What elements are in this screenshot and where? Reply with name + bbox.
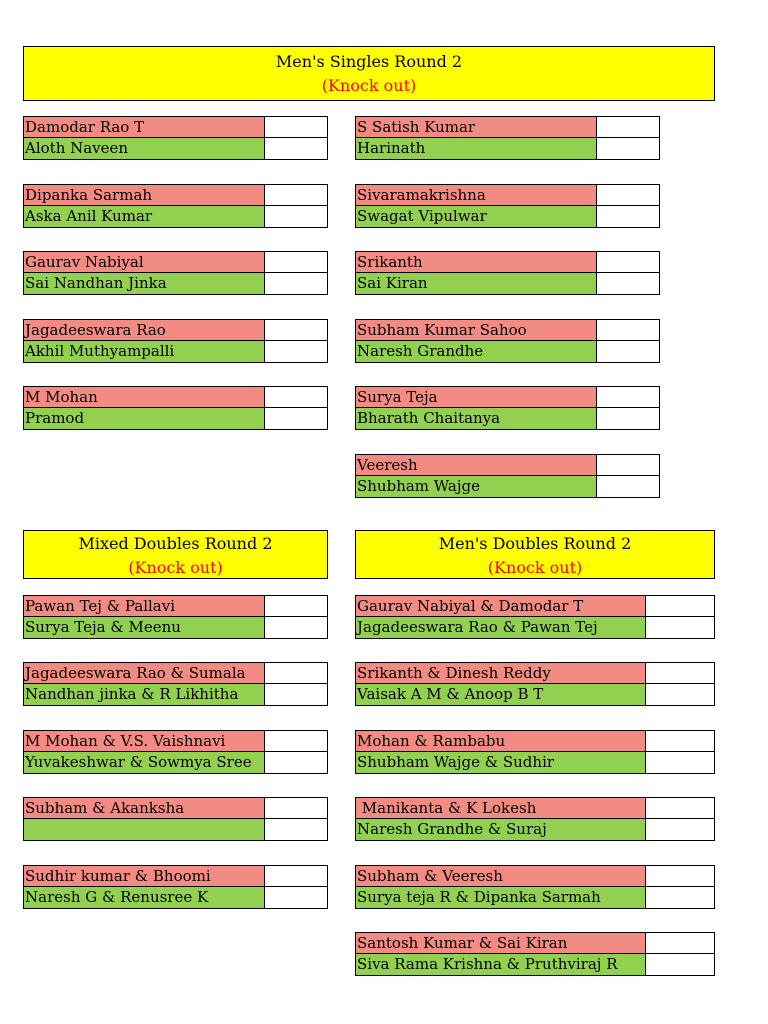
score-cell[interactable]	[265, 684, 328, 706]
score-cell[interactable]	[597, 206, 660, 228]
match-xd-1	[23, 595, 328, 639]
match-md-3	[355, 730, 715, 774]
score-cell[interactable]	[265, 138, 328, 160]
match-xd-3	[23, 730, 328, 774]
player-name: Srikanth	[355, 251, 597, 273]
pair-name: Shubham Wajge & Sudhir	[355, 752, 646, 774]
pair-name: Naresh Grandhe & Suraj	[355, 819, 646, 841]
score-cell[interactable]	[646, 662, 715, 684]
match-xd-5	[23, 865, 328, 909]
score-cell[interactable]	[646, 730, 715, 752]
score-cell[interactable]	[265, 819, 328, 841]
pair-name: Yuvakeshwar & Sowmya Sree	[23, 752, 265, 774]
score-cell[interactable]	[646, 932, 715, 954]
score-cell[interactable]	[265, 273, 328, 295]
score-cell[interactable]	[265, 797, 328, 819]
match-ms-right-2	[355, 184, 660, 228]
pair-name: Surya Teja & Meenu	[23, 617, 265, 639]
score-cell[interactable]	[646, 752, 715, 774]
match-xd-2	[23, 662, 328, 706]
pair-name: Pawan Tej & Pallavi	[23, 595, 265, 617]
score-cell[interactable]	[265, 887, 328, 909]
mixed-doubles-header	[23, 530, 328, 579]
score-cell[interactable]	[646, 595, 715, 617]
player-name: Jagadeeswara Rao	[23, 319, 265, 341]
score-cell[interactable]	[597, 251, 660, 273]
pair-name: Siva Rama Krishna & Pruthviraj R	[355, 954, 646, 976]
player-name: Gaurav Nabiyal	[23, 251, 265, 273]
match-ms-left-5	[23, 386, 328, 430]
pair-name: Naresh G & Renusree K	[23, 887, 265, 909]
score-cell[interactable]	[265, 752, 328, 774]
player-name: Veeresh	[355, 454, 597, 476]
match-ms-right-1	[355, 116, 660, 160]
match-ms-right-6	[355, 454, 660, 498]
score-cell[interactable]	[597, 408, 660, 430]
score-cell[interactable]	[265, 408, 328, 430]
player-name: Bharath Chaitanya	[355, 408, 597, 430]
player-name: Damodar Rao T	[23, 116, 265, 138]
player-name: Sivaramakrishna	[355, 184, 597, 206]
pair-name: Santosh Kumar & Sai Kiran	[355, 932, 646, 954]
match-md-2	[355, 662, 715, 706]
score-cell[interactable]	[597, 138, 660, 160]
score-cell[interactable]	[597, 116, 660, 138]
match-ms-left-1	[23, 116, 328, 160]
score-cell[interactable]	[646, 954, 715, 976]
score-cell[interactable]	[265, 386, 328, 408]
score-cell[interactable]	[646, 617, 715, 639]
match-ms-right-3	[355, 251, 660, 295]
match-md-6	[355, 932, 715, 976]
score-cell[interactable]	[646, 797, 715, 819]
score-cell[interactable]	[597, 184, 660, 206]
match-md-5	[355, 865, 715, 909]
pair-name: Mohan & Rambabu	[355, 730, 646, 752]
mens-singles-subtitle: (Knock out)	[321, 76, 417, 95]
score-cell[interactable]	[265, 730, 328, 752]
match-ms-left-4	[23, 319, 328, 363]
player-name: Aloth Naveen	[23, 138, 265, 160]
player-name: M Mohan	[23, 386, 265, 408]
pair-name: M Mohan & V.S. Vaishnavi	[23, 730, 265, 752]
score-cell[interactable]	[265, 595, 328, 617]
pair-name: Vaisak A M & Anoop B T	[355, 684, 646, 706]
score-cell[interactable]	[265, 116, 328, 138]
score-cell[interactable]	[646, 819, 715, 841]
player-name: S Satish Kumar	[355, 116, 597, 138]
player-name: Shubham Wajge	[355, 476, 597, 498]
match-ms-right-5	[355, 386, 660, 430]
score-cell[interactable]	[265, 319, 328, 341]
match-ms-left-3	[23, 251, 328, 295]
score-cell[interactable]	[646, 684, 715, 706]
pair-name: Nandhan jinka & R Likhitha	[23, 684, 265, 706]
pair-name: Gaurav Nabiyal & Damodar T	[355, 595, 646, 617]
match-xd-4	[23, 797, 328, 841]
score-cell[interactable]	[265, 662, 328, 684]
player-name: Harinath	[355, 138, 597, 160]
pair-name: Srikanth & Dinesh Reddy	[355, 662, 646, 684]
score-cell[interactable]	[597, 319, 660, 341]
pair-name: Manikanta & K Lokesh	[355, 797, 646, 819]
player-name: Pramod	[23, 408, 265, 430]
pair-name: Jagadeeswara Rao & Sumala	[23, 662, 265, 684]
score-cell[interactable]	[597, 386, 660, 408]
match-ms-right-4	[355, 319, 660, 363]
player-name: Akhil Muthyampalli	[23, 341, 265, 363]
pair-name: Subham & Akanksha	[23, 797, 265, 819]
player-name: Aska Anil Kumar	[23, 206, 265, 228]
score-cell[interactable]	[646, 887, 715, 909]
score-cell[interactable]	[597, 476, 660, 498]
pair-name: Subham & Veeresh	[355, 865, 646, 887]
score-cell[interactable]	[597, 341, 660, 363]
score-cell[interactable]	[265, 251, 328, 273]
player-name: Subham Kumar Sahoo	[355, 319, 597, 341]
match-md-4	[355, 797, 715, 841]
match-ms-left-2	[23, 184, 328, 228]
mens-singles-title: Men's Singles Round 2	[275, 52, 463, 71]
score-cell[interactable]	[265, 617, 328, 639]
pair-name: Jagadeeswara Rao & Pawan Tej	[355, 617, 646, 639]
player-name: Swagat Vipulwar	[355, 206, 597, 228]
player-name: Naresh Grandhe	[355, 341, 597, 363]
player-name: Dipanka Sarmah	[23, 184, 265, 206]
mens-doubles-header	[355, 530, 715, 579]
pair-name: Surya teja R & Dipanka Sarmah	[355, 887, 646, 909]
mens-doubles-subtitle: (Knock out)	[487, 558, 583, 577]
mixed-doubles-title: Mixed Doubles Round 2	[78, 534, 273, 553]
mens-singles-header	[23, 46, 715, 101]
player-name: Surya Teja	[355, 386, 597, 408]
mens-doubles-title: Men's Doubles Round 2	[438, 534, 632, 553]
score-cell[interactable]	[597, 273, 660, 295]
score-cell[interactable]	[265, 341, 328, 363]
player-name: Sai Kiran	[355, 273, 597, 295]
score-cell[interactable]	[265, 206, 328, 228]
score-cell[interactable]	[265, 865, 328, 887]
mixed-doubles-subtitle: (Knock out)	[128, 558, 223, 577]
match-md-1	[355, 595, 715, 639]
pair-name: Sudhir kumar & Bhoomi	[23, 865, 265, 887]
score-cell[interactable]	[646, 865, 715, 887]
pair-name	[23, 819, 265, 841]
score-cell[interactable]	[265, 184, 328, 206]
score-cell[interactable]	[597, 454, 660, 476]
player-name: Sai Nandhan Jinka	[23, 273, 265, 295]
